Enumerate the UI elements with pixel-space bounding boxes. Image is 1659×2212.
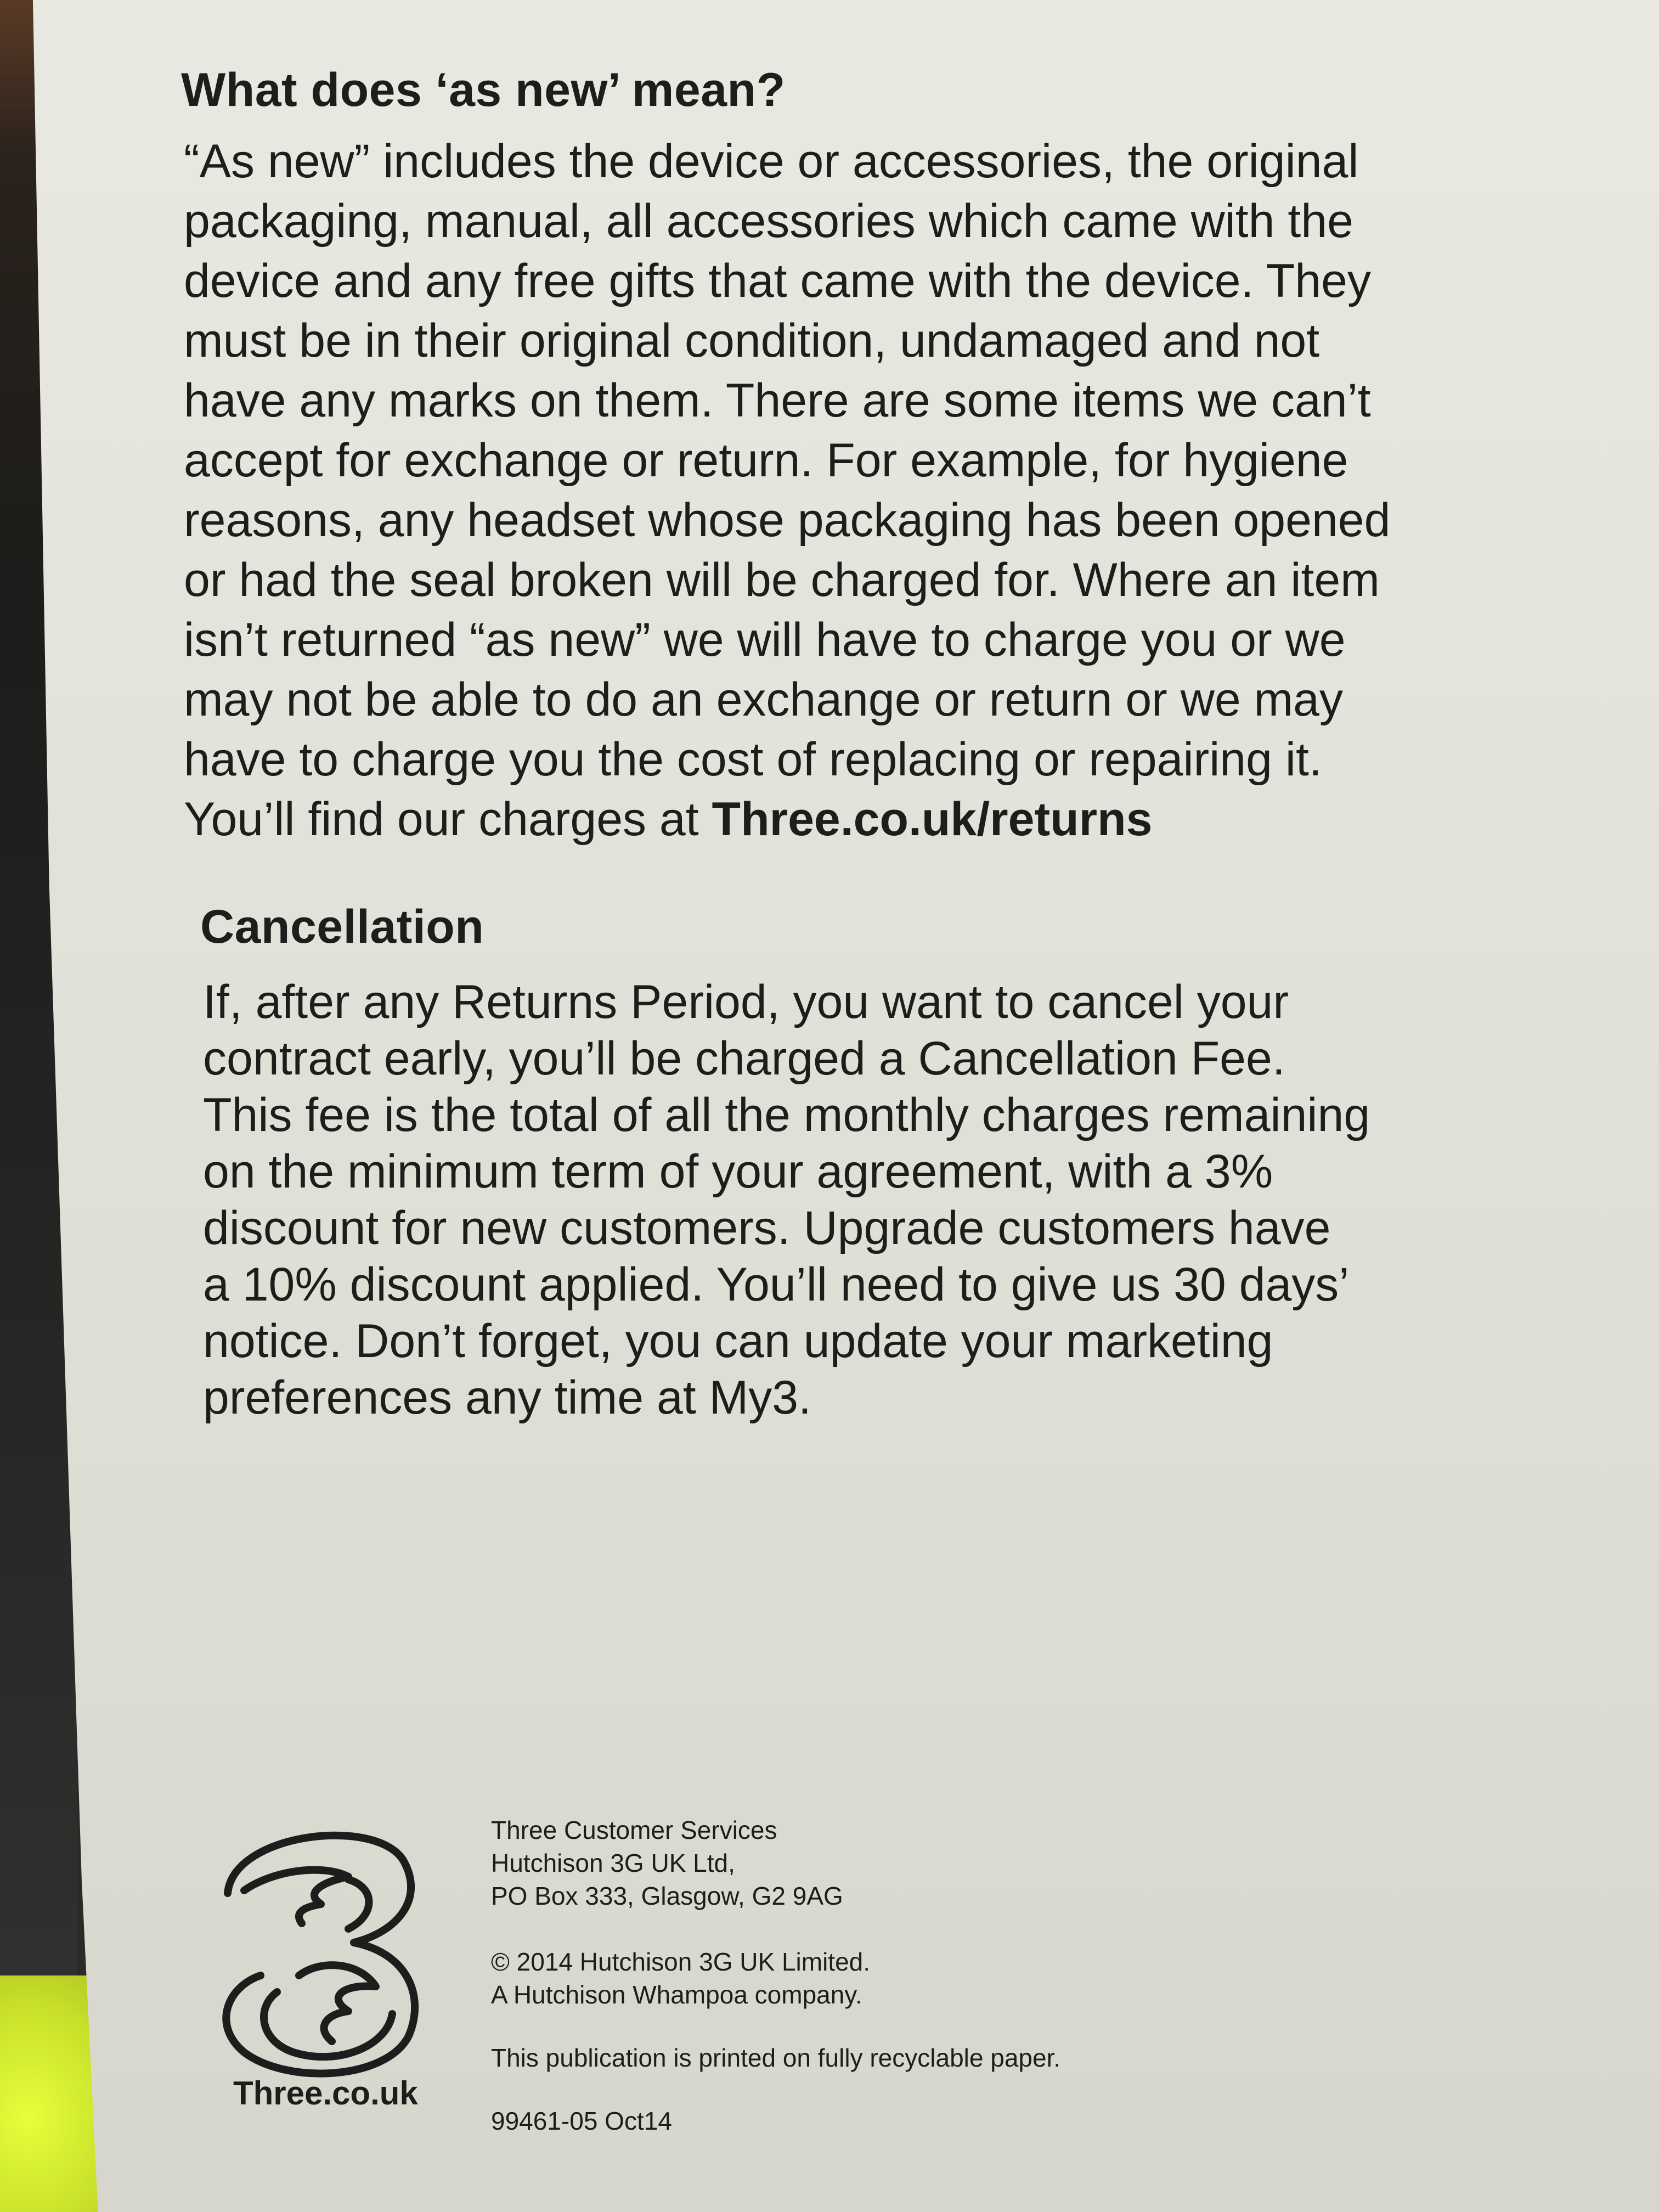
copyright-line: © 2014 Hutchison 3G UK Limited. [491,1948,871,1976]
text-line-charges [184,790,1390,849]
recycle-text: This publication is printed on fully recyclable paper. [491,2044,1061,2072]
address-line: Three Customer Services [491,1816,777,1844]
three-logo-text: Three.co.uk [233,2075,418,2112]
text-line: “As new” includes the device or accessories, the original [184,135,1359,188]
text-line: preferences any time at My3. [203,1371,811,1424]
text-line: device and any free gifts that came with the device. They [184,255,1371,307]
publication-code [491,2104,672,2137]
text-line: discount for new customers. Upgrade customers have [203,1202,1331,1254]
footer-copyright [491,1945,870,2011]
cancellation-paragraph [203,974,1370,1426]
as-new-heading: What does ‘as new’ mean? [181,64,786,116]
text-line: notice. Don’t forget, you can update your marketing [203,1315,1273,1367]
text-line: have any marks on them. There are some items we can’t [184,374,1371,427]
text-line: must be in their original condition, undamaged and not [184,314,1320,367]
cancellation-heading: Cancellation [200,900,484,953]
text-line: accept for exchange or return. For example, for hygiene [184,434,1348,487]
text-line: This fee is the total of all the monthly charges remaining [203,1089,1370,1141]
publication-code-text: 99461-05 Oct14 [491,2107,672,2135]
charges-prefix: You’ll find our charges at [184,793,712,846]
address-line: Hutchison 3G UK Ltd, [491,1849,735,1877]
footer-address [491,1814,843,1912]
text-line: If, after any Returns Period, you want to cancel your [203,976,1289,1028]
three-logo-icon [211,1811,431,2085]
text-line: a 10% discount applied. You’ll need to give us 30 days’ [203,1258,1350,1311]
copyright-line: A Hutchison Whampoa company. [491,1980,862,2009]
text-line: have to charge you the cost of replacing or repairing it. [184,733,1322,786]
text-line: reasons, any headset whose packaging has been opened [184,494,1391,547]
returns-url-link[interactable]: Three.co.uk/returns [712,793,1153,846]
text-line: packaging, manual, all accessories which came with the [184,195,1353,247]
text-line: on the minimum term of your agreement, with a 3% [203,1145,1273,1198]
as-new-paragraph [184,132,1390,849]
address-line: PO Box 333, Glasgow, G2 9AG [491,1882,843,1910]
text-line: may not be able to do an exchange or return or we may [184,673,1344,726]
text-line: or had the seal broken will be charged for. Where an item [184,554,1380,606]
recycle-note [491,2041,1060,2074]
text-line: contract early, you’ll be charged a Cancellation Fee. [203,1032,1285,1085]
text-line: isn’t returned “as new” we will have to charge you or we [184,613,1346,666]
